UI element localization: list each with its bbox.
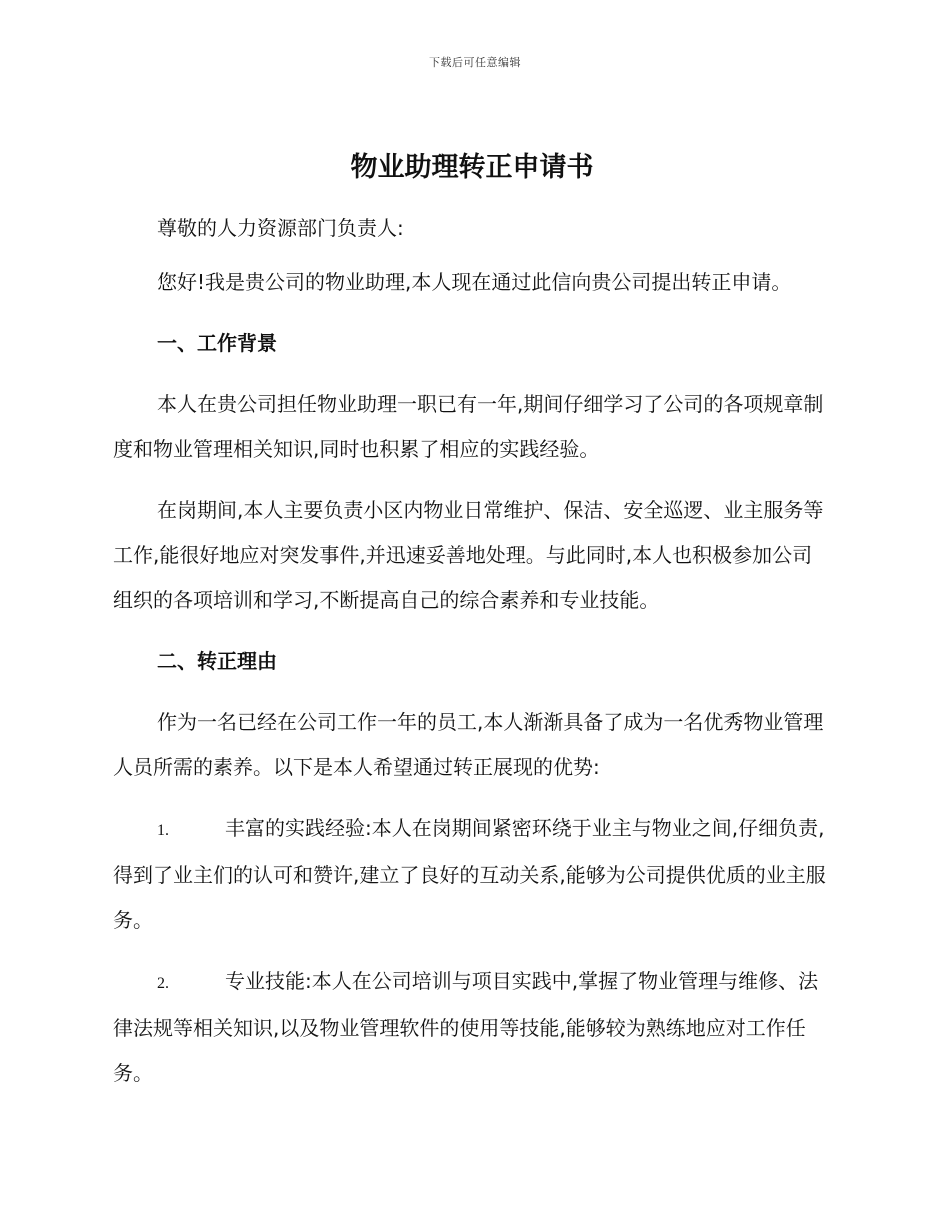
- list-item-text: 专业技能:本人在公司培训与项目实践中,掌握了物业管理与维修、法律法规等相关知识,以及物业管理软件的使用等技能,能够较为熟练地应对工作任务。: [113, 969, 819, 1085]
- intro-paragraph: 您好!我是贵公司的物业助理,本人现在通过此信向贵公司提出转正申请。: [157, 270, 792, 294]
- document-title: 物业助理转正申请书: [350, 152, 594, 183]
- section-heading-reasons: 二、转正理由: [157, 649, 277, 673]
- section-heading-work-background: 一、工作背景: [157, 331, 277, 355]
- list-item: [113, 806, 831, 943]
- list-item: [113, 959, 831, 1096]
- paragraph: 在岗期间,本人主要负责小区内物业日常维护、保洁、安全巡逻、业主服务等工作,能很好地应对突发事件,并迅速妥善地处理。与此同时,本人也积极参加公司组织的各项培训和学习,不断提高自己的综合素养和专业技能。: [113, 498, 824, 612]
- list-item-text: 丰富的实践经验:本人在岗期间紧密环绕于业主与物业之间,仔细负责,得到了业主们的认可和赞许,建立了良好的互动关系,能够为公司提供优质的业主服务。: [113, 816, 826, 932]
- paragraph: 作为一名已经在公司工作一年的员工,本人渐渐具备了成为一名优秀物业管理人员所需的素养。以下是本人希望通过转正展现的优势:: [113, 710, 824, 779]
- document-body: [113, 148, 831, 1112]
- paragraph: 本人在贵公司担任物业助理一职已有一年,期间仔细学习了公司的各项规章制度和物业管理相关知识,同时也积累了相应的实践经验。: [113, 392, 824, 461]
- header-note: 下载后可任意编辑: [429, 56, 521, 69]
- list-item-number: 2.: [157, 975, 169, 992]
- list-item-number: 1.: [157, 822, 169, 839]
- greeting: 尊敬的人力资源部门负责人:: [157, 216, 404, 240]
